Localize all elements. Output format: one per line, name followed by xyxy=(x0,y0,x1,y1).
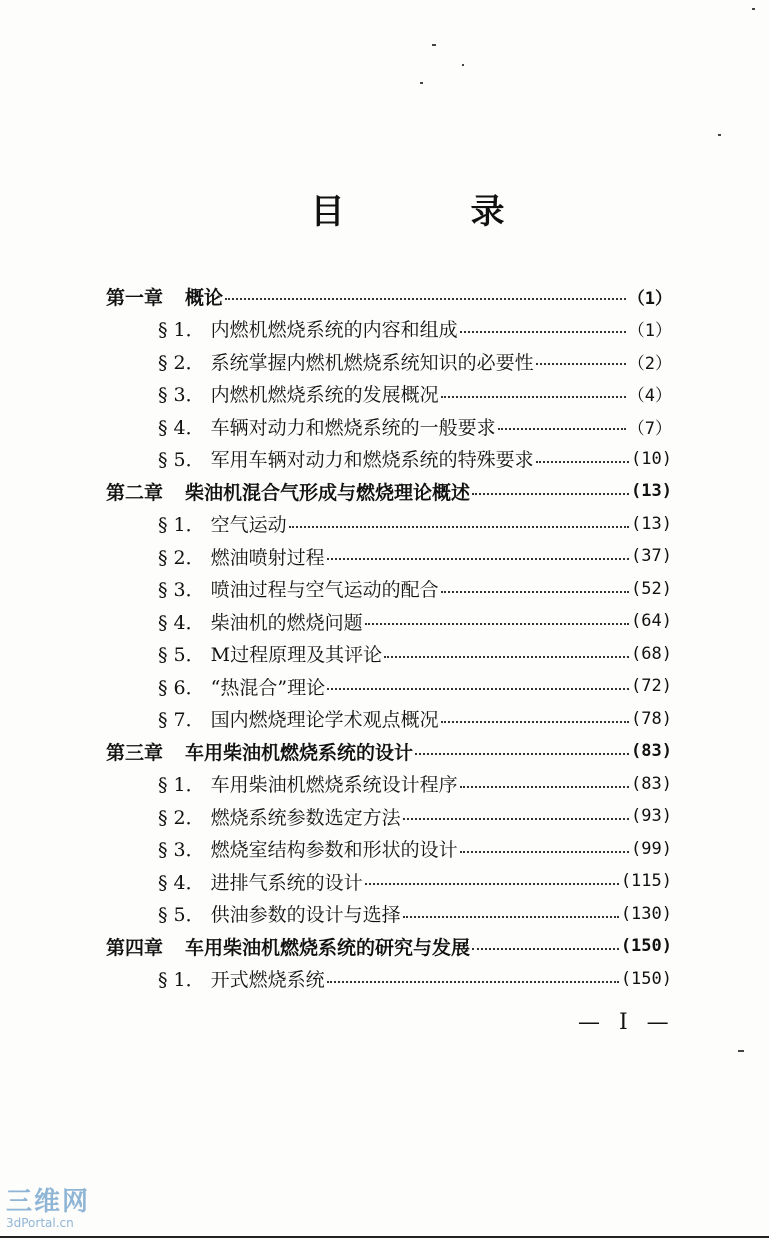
toc-page-number: (52) xyxy=(631,578,672,599)
toc-entry-lead xyxy=(158,608,363,635)
toc-entry-lead xyxy=(158,413,496,440)
chapter-label: 第二章 xyxy=(106,481,164,504)
page-number: — I — xyxy=(578,1010,675,1035)
section-title: 供油参数的设计与选择 xyxy=(210,904,401,926)
toc-page-number: (83) xyxy=(631,773,672,794)
chapter-title: 柴油机混合气形成与燃烧理论概述 xyxy=(185,481,471,504)
toc-entry-lead xyxy=(106,478,470,505)
dot-leader xyxy=(460,851,629,853)
chapter-title: 概论 xyxy=(185,286,224,309)
toc-entry-lead xyxy=(158,640,382,667)
section-number: § 1． xyxy=(158,774,205,796)
watermark-logo xyxy=(6,1188,106,1230)
dot-leader xyxy=(536,363,626,365)
toc-page-number: (10) xyxy=(631,448,672,469)
toc-section-row xyxy=(158,768,672,800)
toc-page-number: (78) xyxy=(631,708,672,729)
section-title: 开式燃烧系统 xyxy=(210,969,325,991)
toc-section-row xyxy=(158,313,672,345)
dot-leader xyxy=(441,396,626,398)
toc-section-row xyxy=(158,833,672,865)
dot-leader xyxy=(327,688,629,690)
toc-page-number: (72) xyxy=(631,676,672,696)
toc-page-number: (13) xyxy=(631,513,672,534)
toc-entry-lead xyxy=(106,933,470,960)
section-title: 军用车辆对动力和燃烧系统的特殊要求 xyxy=(210,449,534,471)
dot-leader xyxy=(460,786,629,788)
toc-entry-lead xyxy=(106,738,413,765)
section-number: § 2． xyxy=(158,806,205,829)
watermark-domain: 3dPortal.cn xyxy=(6,1216,74,1230)
toc-entry-lead xyxy=(158,673,325,700)
toc-page-number: （2） xyxy=(627,353,672,374)
toc-section-row xyxy=(158,865,672,897)
toc-section-row xyxy=(158,638,672,670)
toc-page-number: (93) xyxy=(631,806,672,826)
toc-page-number: (13) xyxy=(631,481,672,501)
toc-page-number: (115) xyxy=(620,871,672,891)
toc-chapter-row xyxy=(106,475,672,507)
section-title: 燃油喷射过程 xyxy=(210,546,325,569)
section-number: § 2． xyxy=(158,351,205,374)
section-title: M过程原理及其评论 xyxy=(210,644,383,666)
toc-page-number: (68) xyxy=(631,643,672,664)
dot-leader xyxy=(225,298,626,300)
dot-leader xyxy=(403,916,619,918)
toc-entry-lead xyxy=(158,705,439,732)
section-title: 喷油过程与空气运动的配合 xyxy=(210,579,439,601)
toc-page-number: (130) xyxy=(620,903,672,924)
toc-section-row xyxy=(158,800,672,832)
section-number: § 2． xyxy=(158,546,205,569)
section-number: § 5． xyxy=(158,449,205,471)
toc-chapter-row xyxy=(106,280,672,312)
dot-leader xyxy=(327,558,629,560)
toc-page-number: （7） xyxy=(627,418,672,439)
dot-leader xyxy=(441,591,629,593)
dot-leader xyxy=(415,753,629,755)
toc-section-row xyxy=(158,670,672,702)
dot-leader xyxy=(384,656,629,658)
section-title: 燃烧室结构参数和形状的设计 xyxy=(210,839,458,861)
toc-page-number: (150) xyxy=(620,936,672,956)
section-number: § 5． xyxy=(158,904,205,926)
toc-entry-lead xyxy=(158,575,439,602)
scan-speck xyxy=(752,8,755,10)
toc-entry-lead xyxy=(158,770,458,797)
scan-speck xyxy=(718,134,721,136)
toc-page-number: (150) xyxy=(620,968,672,989)
section-title: 车用柴油机燃烧系统设计程序 xyxy=(210,774,458,796)
toc-chapter-row xyxy=(106,930,672,962)
toc-chapter-row xyxy=(106,735,672,767)
scan-speck xyxy=(432,44,436,46)
scan-speck xyxy=(462,64,464,66)
dot-leader xyxy=(472,493,629,495)
section-number: § 1． xyxy=(158,969,205,991)
section-title: 内燃机燃烧系统的内容和组成 xyxy=(210,319,458,341)
dot-leader xyxy=(498,428,626,430)
section-number: § 3． xyxy=(158,579,205,601)
toc-page-number: （4） xyxy=(627,386,672,406)
toc-entry-lead xyxy=(158,445,534,472)
section-number: § 5． xyxy=(158,644,205,666)
toc-page-number: (37) xyxy=(631,546,672,566)
section-number: § 4． xyxy=(158,416,205,439)
section-number: § 6． xyxy=(158,676,205,699)
section-title: 车辆对动力和燃烧系统的一般要求 xyxy=(210,416,496,439)
toc-entry-lead xyxy=(158,510,287,537)
dot-leader xyxy=(460,331,626,333)
dot-leader xyxy=(441,721,629,723)
dot-leader xyxy=(327,981,619,983)
toc-section-row xyxy=(158,443,672,475)
chapter-label: 第一章 xyxy=(106,286,164,309)
section-title: 燃烧系统参数选定方法 xyxy=(210,806,401,829)
section-title: 内燃机燃烧系统的发展概况 xyxy=(210,384,439,406)
section-number: § 7． xyxy=(158,709,205,731)
toc-section-row xyxy=(158,573,672,605)
toc-entry-lead xyxy=(106,283,223,310)
section-title: “热混合”理论 xyxy=(210,676,326,699)
toc-entry-lead xyxy=(158,348,534,375)
toc-section-row xyxy=(158,410,672,442)
toc-entry-lead xyxy=(158,803,401,830)
chapter-title: 车用柴油机燃烧系统的设计 xyxy=(185,741,414,764)
toc-entry-lead xyxy=(158,543,325,570)
section-title: 柴油机的燃烧问题 xyxy=(210,611,363,634)
section-number: § 4． xyxy=(158,871,205,894)
chapter-label: 第四章 xyxy=(106,936,164,959)
chapter-title: 车用柴油机燃烧系统的研究与发展 xyxy=(185,936,471,959)
toc-section-row xyxy=(158,703,672,735)
section-title: 空气运动 xyxy=(210,514,287,536)
watermark-logo-text: 三维网 xyxy=(6,1187,91,1217)
toc-entry-lead xyxy=(158,868,363,895)
toc-entry-lead xyxy=(158,835,458,862)
scan-speck xyxy=(420,82,423,84)
scan-speck xyxy=(738,1050,744,1052)
section-title: 国内燃烧理论学术观点概况 xyxy=(210,709,439,731)
dot-leader xyxy=(536,461,629,463)
section-number: § 4． xyxy=(158,611,205,634)
toc-heading: 目 录 xyxy=(310,192,551,232)
toc-entry-lead xyxy=(158,380,439,407)
dot-leader xyxy=(403,818,629,820)
toc-section-row xyxy=(158,963,672,995)
dot-leader xyxy=(365,883,619,885)
toc-entry-lead xyxy=(158,965,325,992)
toc-entry-lead xyxy=(158,315,458,342)
toc-entry-lead xyxy=(158,900,401,927)
dot-leader xyxy=(365,623,629,625)
toc-section-row xyxy=(158,508,672,540)
toc-section-row xyxy=(158,605,672,637)
section-number: § 1． xyxy=(158,514,205,536)
toc-section-row xyxy=(158,345,672,377)
dot-leader xyxy=(472,948,619,950)
dot-leader xyxy=(289,526,629,528)
section-title: 系统掌握内燃机燃烧系统知识的必要性 xyxy=(210,351,534,374)
toc-section-row xyxy=(158,898,672,930)
toc-page-number: （1） xyxy=(627,321,672,341)
toc-page-number: （1） xyxy=(627,288,672,309)
section-number: § 3． xyxy=(158,384,205,406)
toc-section-row xyxy=(158,378,672,410)
section-number: § 3． xyxy=(158,839,205,861)
toc-page-number: (64) xyxy=(631,611,672,631)
toc-section-row xyxy=(158,540,672,572)
section-number: § 1． xyxy=(158,319,205,341)
section-title: 进排气系统的设计 xyxy=(210,871,363,894)
bottom-rule xyxy=(0,1236,769,1238)
chapter-label: 第三章 xyxy=(106,741,164,764)
toc-page-number: (83) xyxy=(631,741,672,761)
toc-page-number: (99) xyxy=(631,838,672,859)
